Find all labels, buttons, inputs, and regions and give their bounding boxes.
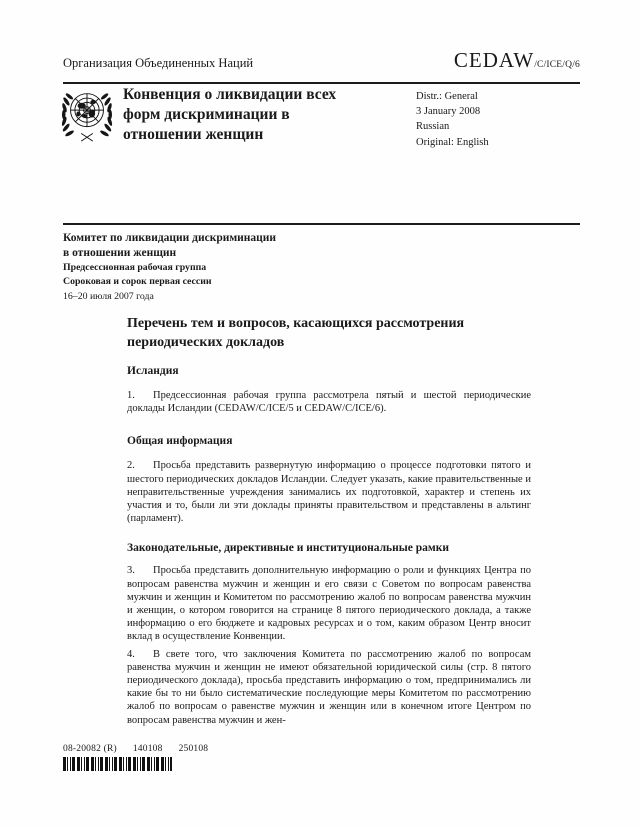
session-dates: 16–20 июля 2007 года	[63, 291, 154, 302]
committee-block	[63, 231, 276, 304]
paragraph-4	[127, 648, 531, 727]
paragraph-1	[127, 389, 531, 415]
convention-title	[123, 85, 403, 145]
convention-title-line: отношении женщин	[123, 126, 264, 143]
paragraph-number: 1.	[127, 390, 135, 401]
distribution-block	[416, 89, 489, 150]
paragraph-number: 3.	[127, 565, 135, 577]
section-divider	[63, 223, 580, 225]
convention-title-line: форм дискриминации в	[123, 106, 290, 123]
session-label: Сороковая и сорок первая сессии	[63, 276, 212, 287]
convention-title-line: Конвенция о ликвидации всех	[123, 86, 337, 103]
paragraph-text: Предсессионная рабочая группа рассмотрела пятый и шестой периодические доклады Исландии (CEDAW/C/ICE/5 и CEDAW/C/ICE/6).	[127, 390, 531, 415]
document-symbol	[454, 48, 580, 73]
distr-date: 3 January 2008	[416, 106, 481, 118]
section-heading-general: Общая информация	[127, 435, 233, 448]
distr-original: Original: English	[416, 136, 489, 148]
committee-name-line: Комитет по ликвидации дискриминации	[63, 232, 277, 244]
un-emblem-icon	[56, 84, 118, 146]
distr-language: Russian	[416, 121, 450, 133]
document-title-line: Перечень тем и вопросов, касающихся рассмотрения	[127, 316, 465, 331]
document-body	[127, 314, 531, 727]
section-heading-legal: Законодательные, директивные и институциональные рамки	[127, 542, 449, 555]
doc-id: 08-20082 (R)	[63, 744, 117, 754]
paragraph-3	[127, 564, 531, 643]
un-org-name: Организация Объединенных Наций	[63, 56, 254, 70]
page-header	[63, 48, 580, 84]
committee-name-line: в отношении женщин	[63, 247, 177, 259]
document-title	[127, 314, 531, 352]
document-symbol-suffix: /C/ICE/Q/6	[534, 60, 580, 70]
distr-type: Distr.: General	[416, 91, 478, 102]
document-title-line: периодических докладов	[127, 335, 285, 350]
country-heading: Исландия	[127, 365, 179, 377]
barcode	[63, 757, 172, 771]
footer-code-2: 250108	[178, 744, 209, 754]
paragraph-number: 4.	[127, 648, 135, 660]
footer-code-1: 140108	[132, 744, 163, 754]
footer-document-id	[63, 744, 208, 754]
paragraph-text: Просьба представить дополнительную информацию о роли и функциях Центра по вопросам равенства мужчин и женщин и его связи с Советом по вопросам равенства мужчин и женщин и Комитетом по рассмотрению жалоб по вопросам равенства мужчин и женщин, о котором говорится на странице 8 пятого периодического доклада, а также информацию о его бюджете и кадровых ресурсах и о том, каким образом Центр вносит вклад в осуществление Конвенции.	[127, 565, 531, 643]
paragraph-text: Просьба представить развернутую информацию о процессе подготовки пятого и шестого периодических докладов Исландии. Следует указать, какие правительственные и неправительственные учреждения занимались их подготовкой, характер и степень их участия и то, были ли эти доклады приняты правительством и представлены в альтинг (парламент).	[127, 460, 531, 525]
paragraph-number: 2.	[127, 460, 135, 472]
paragraph-text: В свете того, что заключения Комитета по рассмотрению жалоб по вопросам равенства мужчин и женщин не имеют обязательной юридической силы (стр. 8 пятого периодического доклада), просьба представить информацию о том, предпринимались ли какие бы то ни было систематические последующие меры Комитетом по рассмотрению жалоб по вопросам о равенстве мужчин и женщин или в конечном итоге Центром по вопросам равенства мужчин и жен-	[127, 648, 531, 726]
working-group-label: Предсессионная рабочая группа	[63, 262, 207, 273]
paragraph-2	[127, 459, 531, 525]
document-symbol-main: CEDAW	[453, 48, 535, 72]
